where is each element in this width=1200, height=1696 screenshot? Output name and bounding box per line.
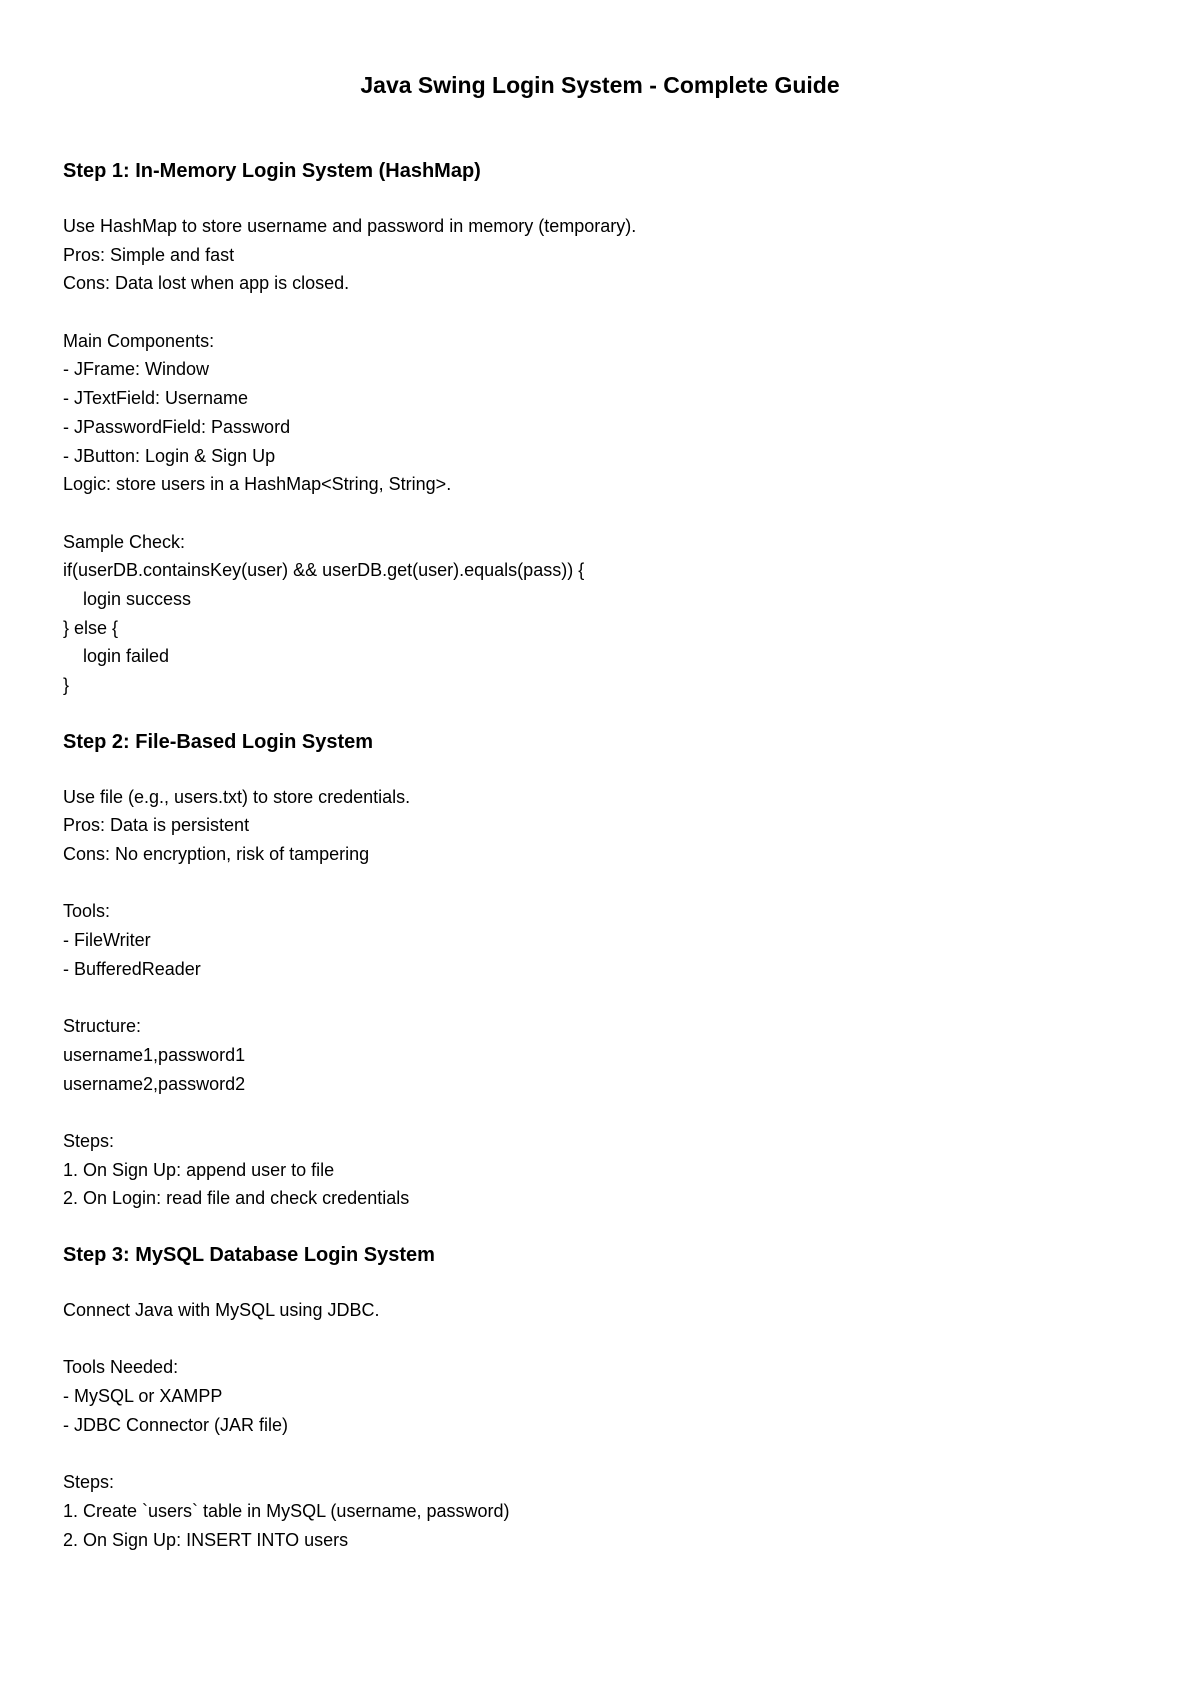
section-heading: Step 2: File-Based Login System — [63, 730, 374, 753]
text-line: Connect Java with MySQL using JDBC. — [63, 1300, 380, 1320]
text-line: - JFrame: Window — [63, 359, 210, 380]
section-step-1 — [63, 157, 1143, 700]
text-line: Steps: — [63, 1130, 115, 1151]
text-line: 2. On Sign Up: INSERT INTO users — [63, 1529, 349, 1550]
text-line: Use file (e.g., users.txt) to store credentials. — [63, 786, 411, 807]
section-step-2 — [63, 728, 1143, 1213]
text-line: - JTextField: Username — [63, 388, 249, 409]
text-line: username1,password1 — [63, 1044, 246, 1065]
text-line: - MySQL or XAMPP — [63, 1386, 223, 1407]
text-line: login failed — [63, 646, 170, 667]
text-line: Pros: Simple and fast — [63, 244, 235, 265]
text-line: 2. On Login: read file and check credentials — [63, 1188, 410, 1209]
text-line: - JButton: Login & Sign Up — [63, 445, 276, 466]
text-line: Structure: — [63, 1016, 142, 1037]
text-line: 1. On Sign Up: append user to file — [63, 1159, 335, 1180]
section-step-3 — [63, 1241, 1143, 1554]
text-line: login success — [63, 588, 192, 609]
text-line: if(userDB.containsKey(user) && userDB.get(user).equals(pass)) { — [63, 560, 585, 581]
section-spacer — [63, 1213, 1143, 1241]
text-line: } else { — [63, 617, 119, 638]
paragraph-spacer — [63, 869, 1143, 898]
document-title: Java Swing Login System - Complete Guide — [360, 72, 840, 98]
text-line: Tools Needed: — [63, 1357, 179, 1378]
paragraph-spacer — [63, 1098, 1143, 1127]
text-line: - BufferedReader — [63, 958, 201, 979]
section-spacer — [63, 700, 1143, 728]
paragraph-spacer — [63, 1325, 1143, 1354]
text-line: 1. Create `users` table in MySQL (username, password) — [63, 1500, 510, 1521]
text-line: Logic: store users in a HashMap<String, String>. — [63, 474, 452, 495]
paragraph-spacer — [63, 298, 1143, 327]
section-heading: Step 3: MySQL Database Login System — [63, 1244, 435, 1266]
text-line: Use HashMap to store username and password in memory (temporary). — [63, 216, 637, 236]
text-line: } — [63, 675, 70, 695]
section-heading: Step 1: In-Memory Login System (HashMap) — [63, 160, 481, 182]
text-line: Sample Check: — [63, 531, 186, 552]
text-line: Main Components: — [63, 330, 215, 351]
text-line: - JDBC Connector (JAR file) — [63, 1414, 289, 1435]
text-line: username2,password2 — [63, 1073, 246, 1094]
paragraph-spacer — [63, 499, 1143, 528]
text-line: Cons: No encryption, risk of tampering — [63, 844, 370, 865]
text-line: Pros: Data is persistent — [63, 815, 250, 836]
paragraph-spacer — [63, 984, 1143, 1013]
text-line: Tools: — [63, 901, 111, 922]
text-line: - FileWriter — [63, 930, 151, 951]
document-body — [63, 157, 1143, 1554]
text-line: Steps: — [63, 1472, 115, 1493]
text-line: - JPasswordField: Password — [63, 416, 291, 437]
paragraph-spacer — [63, 1439, 1143, 1468]
text-line: Cons: Data lost when app is closed. — [63, 273, 350, 294]
